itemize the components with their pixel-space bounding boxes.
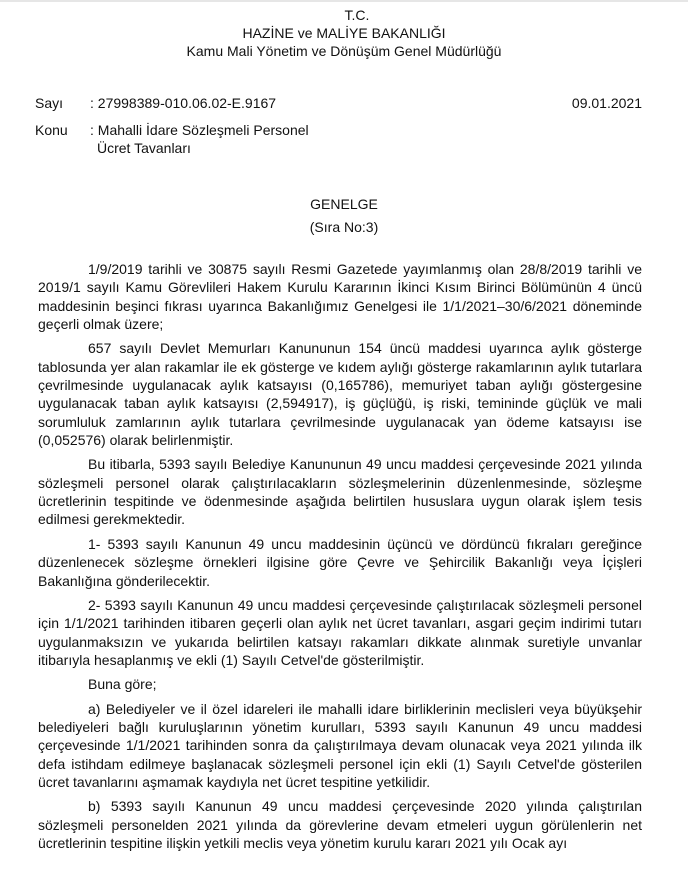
paragraph: 1- 5393 sayılı Kanunun 49 uncu maddesinin üçüncü ve dördüncü fıkraları gereğince düzenlenecek sözleşme örnekleri ilgisine göre Çevre ve Şehircilik Bakanlığı veya İçişleri Bakanlığına gönderilecektir. bbox=[38, 535, 642, 589]
document-date: 09.01.2021 bbox=[571, 95, 642, 111]
top-divider bbox=[0, 0, 688, 2]
paragraph: a) Belediyeler ve il özel idareleri ile mahalli idare birliklerinin meclisleri veya büyükşehir belediyeleri bağlı kuruluşlarının yönetim kurulları, 5393 sayılı Kanunun 49 uncu maddesi çerçevesinde 1/1/2021 tarihinden sonra da çalıştırılmaya devam olunacak veya 2021 yılında ilk defa istihdam edilmeye başlanacak sözleşmeli personel için ekli (1) Sayılı Cetvel'de gösterilen ücret tavanlarını aşmamak kaydıyla net ücret tespitine yetkilidir. bbox=[38, 700, 642, 790]
paragraph: 1/9/2019 tarihli ve 30875 sayılı Resmi Gazetede yayımlanmış olan 28/8/2019 tarihli ve 2019/1 sayılı Kamu Görevlileri Hakem Kurulu Kararının İkinci Kısım Birinci Bölümünün 4 üncü maddesinin beşinci fıkrası uyarınca Bakanlığımız Genelgesi ile 1/1/2021–30/6/2021 döneminde geçerli olmak üzere; bbox=[38, 261, 642, 333]
paragraph: b) 5393 sayılı Kanunun 49 uncu maddesi çerçevesinde 2020 yılında çalıştırılan sözleşmeli personelden 2021 yılında da görevlerine devam etmeleri uygun görülenlerin net ücretlerinin tespitine ilişkin yetkili meclis veya yönetim kurulu kararı 2021 yılı Ocak ayı bbox=[38, 798, 642, 851]
letterhead bbox=[0, 6, 688, 60]
document-title: GENELGE bbox=[310, 196, 378, 212]
document-body bbox=[38, 260, 642, 858]
paragraph: Buna göre; bbox=[88, 676, 157, 693]
document-subtitle: (Sıra No:3) bbox=[309, 219, 379, 235]
paragraph: 657 sayılı Devlet Memurları Kanununun 154 üncü maddesi uyarınca aylık gösterge tablosunda yer alan rakamlar ile ek gösterge ve kıdem aylığı gösterge rakamlarının aylık tutarlara çevrilmesinde uygulanacak aylık katsayısı (0,165786), memuriyet taban aylığı göstergesine uygulanacak taban aylık katsayısı (2,594917), iş güçlüğü, iş riski, temininde güçlük ve mali sorumluluk zamlarının aylık tutarlara çevrilmesinde uygulanacak yan ödeme katsayısı ise (0,052576) olarak belirlenmiştir. bbox=[38, 340, 642, 449]
paragraph: Bu itibarla, 5393 sayılı Belediye Kanununun 49 uncu maddesi çerçevesinde 2021 yılında sözleşmeli personel olarak çalıştırılacakların sözleşmelerinin düzenlenmesinde, sözleşme ücretlerinin tespitinde ve ödenmesinde aşağıda belirtilen hususlara uygun olarak işlem tesis edilmesi gerekmektedir. bbox=[38, 456, 642, 528]
letterhead-country: T.C. bbox=[344, 7, 370, 23]
konu-row bbox=[35, 121, 655, 161]
konu-line-2: Ücret Tavanları bbox=[97, 140, 191, 156]
konu-line-1: : Mahalli İdare Sözleşmeli Personel bbox=[90, 122, 309, 138]
sayi-value: : 27998389-010.06.02-E.9167 bbox=[90, 95, 277, 111]
konu-label: Konu bbox=[35, 122, 68, 138]
letterhead-directorate: Kamu Mali Yönetim ve Dönüşüm Genel Müdürlüğü bbox=[186, 43, 502, 59]
letterhead-ministry: HAZİNE ve MALİYE BAKANLIĞI bbox=[242, 25, 446, 41]
sayi-label: Sayı bbox=[35, 95, 64, 111]
paragraph: 2- 5393 sayılı Kanunun 49 uncu maddesi çerçevesinde çalıştırılacak sözleşmeli personel için 1/1/2021 tarihinden itibaren geçerli olan aylık net ücret tavanları, asgari geçim indirimi tutarı uygulanmaksızın ve yukarıda belirtilen katsayı rakamları dikkate alınmak suretiyle unvanlar itibarıyla hesaplanmış ve ekli (1) Sayılı Cetvel'de gösterilmiştir. bbox=[38, 596, 642, 668]
konu-value bbox=[90, 121, 309, 157]
